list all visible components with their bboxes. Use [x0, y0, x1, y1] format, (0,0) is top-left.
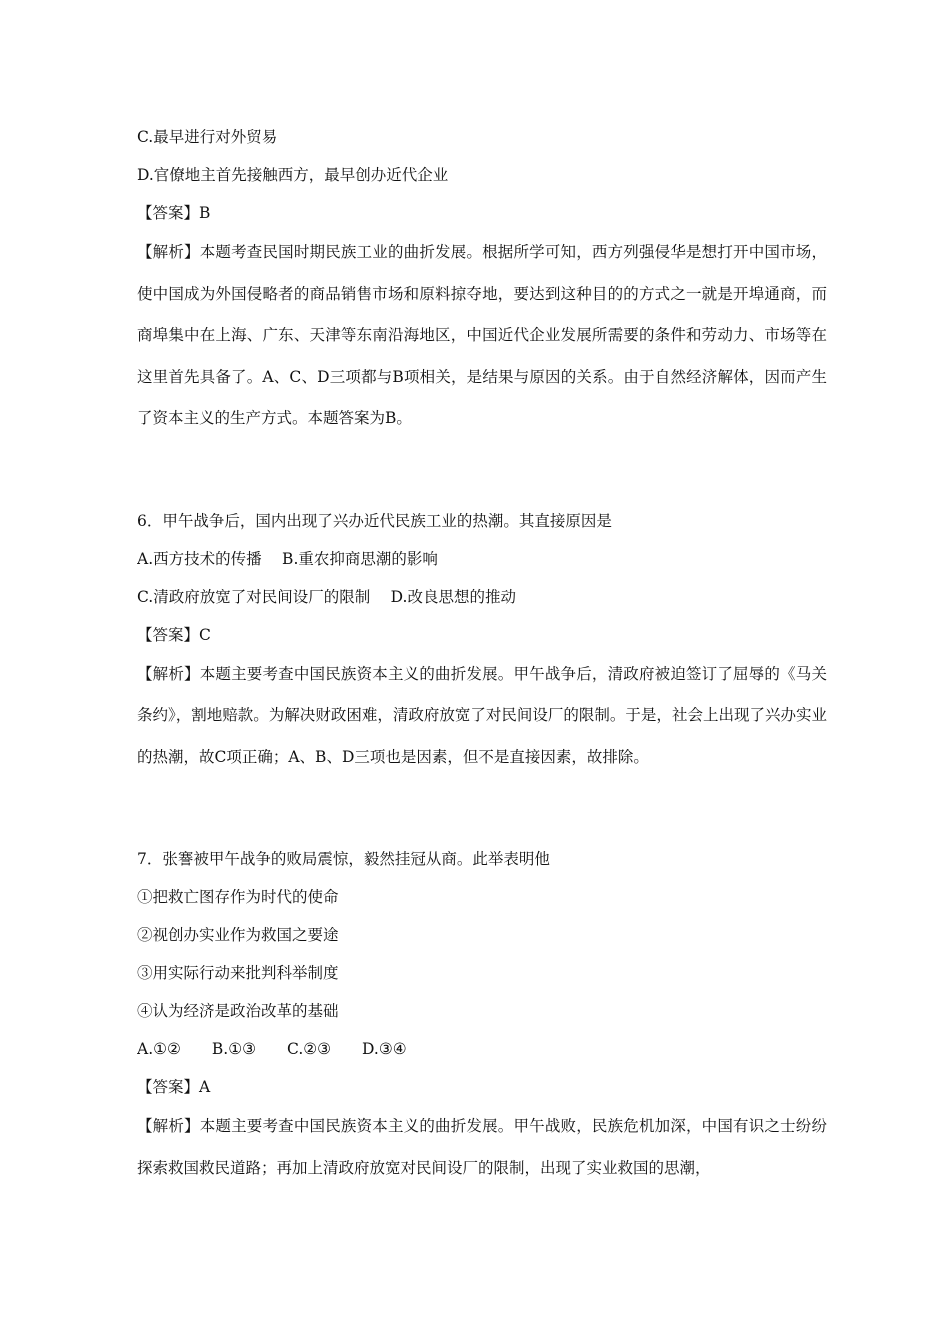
- q5-answer: 【答案】B: [137, 204, 211, 222]
- q7-statement-4: ④认为经济是政治改革的基础: [137, 1002, 339, 1020]
- q7-answer: 【答案】A: [137, 1078, 211, 1096]
- q6-options-cd: C.清政府放宽了对民间设厂的限制 D.改良思想的推动: [137, 587, 516, 606]
- q5-option-c: C.最早进行对外贸易: [137, 128, 278, 146]
- q6-options-ab: A.西方技术的传播 B.重农抑商思潮的影响: [137, 549, 438, 568]
- q5-analysis: 【解析】本题考查民国时期民族工业的曲折发展。根据所学可知，西方列强侵华是想打开中国市场，使中国成为外国侵略者的商品销售市场和原料掠夺地，要达到这种目的的方式之一就是开埠通商，而商埠集中在上海、广东、天津等东南沿海地区，中国近代企业发展所需要的条件和劳动力、市场等在这里首先具备了。A、C、D三项都与B项相关，是结果与原因的关系。由于自然经济解体，因而产生了资本主义的生产方式。本题答案为B。: [137, 243, 827, 427]
- q7-statement-2: ②视创办实业作为救国之要途: [137, 926, 339, 944]
- q6-answer: 【答案】C: [137, 625, 211, 644]
- q7-stem: 7．张謇被甲午战争的败局震惊，毅然挂冠从商。此举表明他: [137, 850, 550, 868]
- q7-statement-3: ③用实际行动来批判科举制度: [137, 964, 339, 982]
- q7-statement-1: ①把救亡图存作为时代的使命: [137, 888, 339, 906]
- document-page: [137, 118, 827, 1189]
- spacer: [137, 778, 827, 840]
- q6-analysis: 【解析】本题主要考查中国民族资本主义的曲折发展。甲午战争后，清政府被迫签订了屈辱的《马关条约》，割地赔款。为解决财政困难，清政府放宽了对民间设厂的限制。于是，社会上出现了兴办实业的热潮，故C项正确；A、B、D三项也是因素，但不是直接因素，故排除。: [137, 664, 827, 766]
- q7-options: A.①② B.①③ C.②③ D.③④: [137, 1040, 407, 1058]
- q7-analysis: 【解析】本题主要考查中国民族资本主义的曲折发展。甲午战败，民族危机加深，中国有识之士纷纷探索救国救民道路；再加上清政府放宽对民间设厂的限制，出现了实业救国的思潮，: [137, 1117, 827, 1177]
- q5-option-d: D.官僚地主首先接触西方，最早创办近代企业: [137, 166, 449, 184]
- q6-stem: 6．甲午战争后，国内出现了兴办近代民族工业的热潮。其直接原因是: [137, 511, 612, 530]
- spacer: [137, 440, 827, 502]
